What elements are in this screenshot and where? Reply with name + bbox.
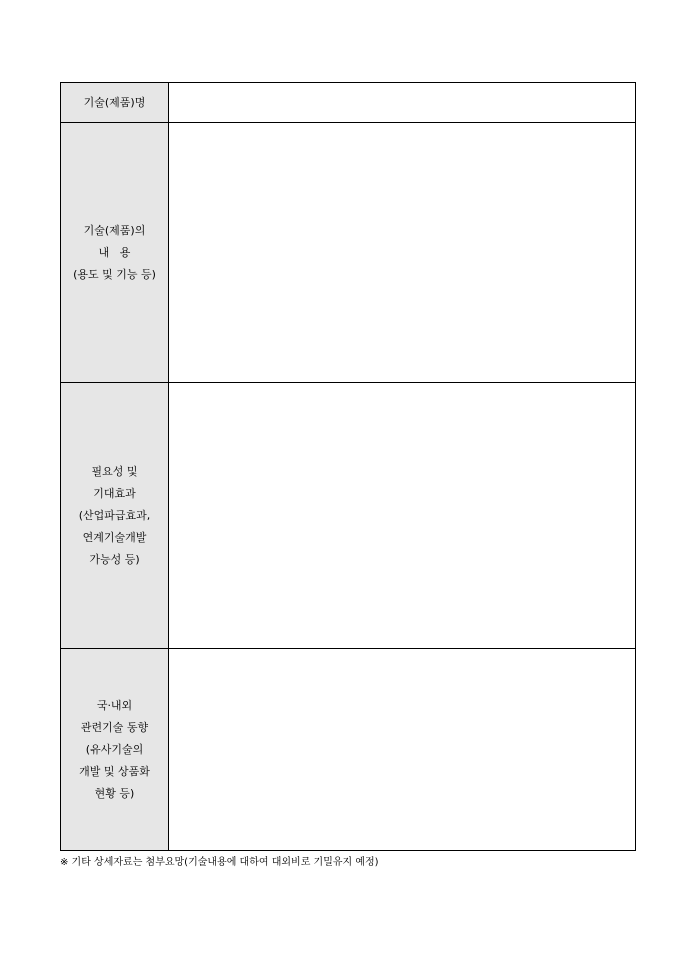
label-line: 내 용 [98,245,131,259]
row-necessity-effects [61,383,636,649]
label-necessity-effects [61,383,169,649]
value-related-trends[interactable] [169,649,636,851]
label-line: 관련기술 동향 [80,720,149,734]
footnote: ※ 기타 상세자료는 첨부요망(기술내용에 대하여 대외비로 기밀유지 예정) [60,857,379,868]
label-line: 국·내외 [96,698,133,712]
label-line: 필요성 및 [91,464,138,478]
label-related-trends [61,649,169,851]
tech-info-form-table [60,82,636,851]
value-tech-content[interactable] [169,123,636,383]
label-line: 기술(제품)의 [83,223,146,237]
label-line: (유사기술의 [85,742,144,756]
label-line: 기대효과 [93,486,136,500]
label-line: 연계기술개발 [82,530,147,544]
label-line: 기술(제품)명 [83,95,146,109]
label-tech-name [61,83,169,123]
label-tech-content [61,123,169,383]
label-line: 현황 등) [94,786,135,800]
label-line: 가능성 등) [89,552,140,566]
row-tech-content [61,123,636,383]
value-necessity-effects[interactable] [169,383,636,649]
row-related-trends [61,649,636,851]
label-line: (용도 및 기능 등) [73,267,156,281]
label-line: 개발 및 상품화 [79,764,150,778]
value-tech-name[interactable] [169,83,636,123]
label-line: (산업파급효과, [78,508,151,522]
row-tech-name [61,83,636,123]
